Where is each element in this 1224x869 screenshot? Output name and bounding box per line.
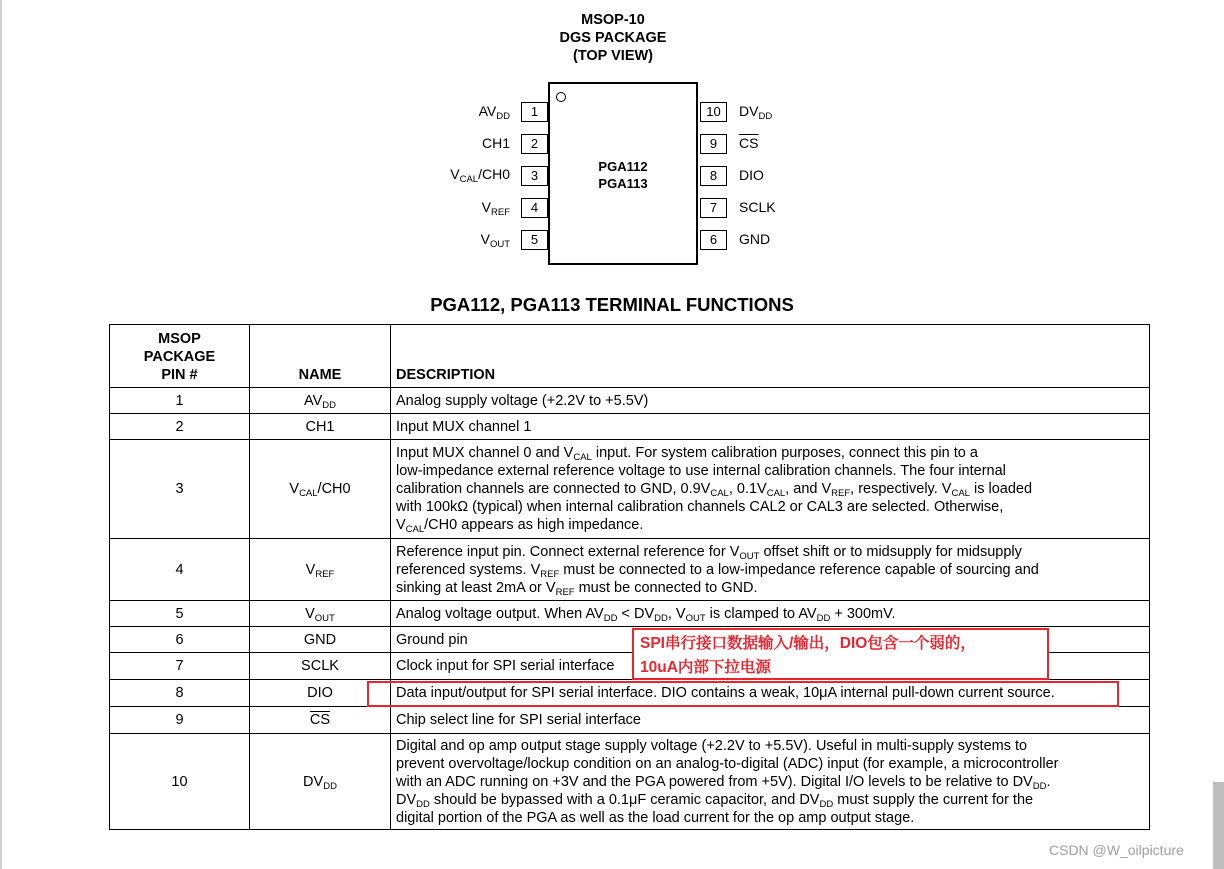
watermark: CSDN @W_oilpicture — [1049, 842, 1184, 858]
package-title — [513, 11, 713, 65]
header-name: NAME — [250, 325, 391, 388]
pin-name — [739, 167, 764, 183]
name-cell: SCLK — [250, 653, 391, 680]
pin-cell: 2 — [110, 414, 250, 440]
table-row — [110, 734, 1150, 830]
desc-sub: DD — [416, 798, 430, 810]
desc-text: + 300mV. — [830, 605, 896, 622]
desc-text: sinking at least 2mA or V — [396, 579, 556, 596]
pin-number-box: 5 — [521, 230, 548, 250]
description-cell: Analog supply voltage (+2.2V to +5.5V) — [391, 388, 1150, 414]
pin-name-sub: CAL — [459, 174, 479, 185]
desc-text: , V — [667, 605, 686, 622]
description-cell — [391, 734, 1150, 830]
pin-name-main: DV — [739, 103, 759, 119]
desc-text: V — [396, 517, 406, 533]
pin-name — [739, 231, 770, 247]
description-cell — [391, 440, 1150, 539]
name-cell — [250, 539, 391, 601]
pin-name — [450, 166, 510, 185]
pin-name-main: SCLK — [739, 199, 776, 215]
header-pin-line: PACKAGE — [143, 349, 216, 365]
desc-sub: DD — [819, 798, 834, 810]
pin-name-sub: OUT — [489, 239, 510, 250]
desc-text: /CH0 appears as high impedance. — [424, 517, 644, 533]
header-pin-line: MSOP — [158, 331, 201, 347]
desc-line — [396, 516, 1144, 534]
desc-text: DV — [396, 791, 417, 808]
name-tail: /CH0 — [317, 481, 351, 497]
desc-line — [396, 480, 1144, 498]
name-main: V — [289, 481, 300, 497]
desc-sub: CAL — [951, 488, 970, 499]
pin-name-main: V — [481, 199, 491, 215]
annotation-line: 10uA内部下拉电源 — [640, 659, 771, 676]
name-cell — [250, 734, 391, 830]
name-cell: DIO — [250, 680, 391, 707]
desc-line — [396, 773, 1144, 791]
pin-name-main: $\overline{CS}$ — [739, 135, 759, 151]
chip-label — [550, 158, 696, 192]
desc-text: Input MUX channel 0 and V — [396, 445, 574, 461]
pin-number-box: 1 — [521, 102, 548, 122]
pin-name — [478, 103, 510, 122]
name-main: V — [305, 605, 315, 622]
header-pin-line: PIN # — [161, 367, 198, 383]
package-title-line: MSOP-10 — [581, 12, 645, 28]
desc-sub: DD — [1032, 780, 1047, 792]
desc-sub: CAL — [405, 524, 425, 535]
pin-name-tail: /CH0 — [478, 166, 510, 182]
desc-line — [396, 543, 1144, 561]
desc-text: , respectively. V — [850, 481, 952, 497]
name-sub: CAL — [299, 488, 318, 499]
name-main: AV — [303, 392, 323, 409]
desc-text: offset shift or to midsupply for midsupply — [759, 543, 1022, 560]
pin-name — [739, 135, 758, 151]
desc-text: , and V — [785, 481, 832, 497]
desc-text: should be bypassed with a 0.1μF ceramic capacitor, and DV — [429, 791, 820, 808]
pin-name — [739, 199, 776, 215]
desc-text: is clamped to AV — [705, 605, 817, 622]
name-cell — [250, 601, 391, 627]
table-row — [110, 388, 1150, 414]
pin-number-box: 6 — [700, 230, 727, 250]
desc-text: with an ADC running on +3V and the PGA powered from +5V). Digital I/O levels to be relative to DV — [396, 773, 1033, 790]
table-row — [110, 539, 1150, 601]
description-cell: Clock input for SPI serial interface — [391, 653, 1150, 680]
description-cell: Ground pin — [391, 627, 1150, 653]
desc-text: Analog voltage output. When AV — [396, 605, 604, 622]
pin-number-box: 3 — [521, 166, 548, 186]
desc-sub: REF — [831, 488, 851, 499]
pin-name-main: V — [450, 166, 460, 182]
package-title-line: DGS PACKAGE — [559, 30, 667, 46]
name-cell: CH1 — [250, 414, 391, 440]
pin-cell: 8 — [110, 680, 250, 707]
desc-text: referenced systems. V — [396, 561, 541, 578]
pin-name — [739, 103, 773, 122]
desc-text: must be connected to a low-impedance reference capable of sourcing and — [559, 561, 1039, 578]
desc-sub: DD — [816, 612, 831, 624]
desc-text: is loaded — [969, 481, 1033, 497]
name-main: V — [305, 561, 316, 578]
table-row — [110, 707, 1150, 734]
header-description: DESCRIPTION — [391, 325, 1150, 388]
pin1-marker-icon — [556, 92, 566, 102]
name-sub: DD — [323, 780, 337, 792]
pin-number-box: 10 — [700, 102, 727, 122]
name-sub: DD — [322, 399, 336, 411]
pin-cell: 7 — [110, 653, 250, 680]
pin-cell: 6 — [110, 627, 250, 653]
highlight-box — [367, 681, 1119, 707]
pin-number-box: 9 — [700, 134, 727, 154]
pin-cell: 5 — [110, 601, 250, 627]
annotation-line: SPI串行接口数据输入/输出，DIO包含一个弱的， — [640, 635, 976, 652]
pin-name-sub: REF — [491, 207, 510, 218]
desc-line — [396, 579, 1144, 597]
pin-name — [481, 199, 510, 218]
desc-sub: REF — [540, 568, 560, 580]
desc-sub: OUT — [685, 612, 706, 624]
table-row — [110, 440, 1150, 539]
desc-line: low-impedance external reference voltage to use internal calibration channels. The four internal — [396, 463, 1006, 479]
table-row — [110, 414, 1150, 440]
desc-text: . — [1046, 773, 1051, 790]
pin-name — [480, 231, 510, 250]
pin-name-main: CH1 — [481, 135, 510, 151]
pin-number-box: 7 — [700, 198, 727, 218]
name-cell: GND — [250, 627, 391, 653]
pin-name-sub: DD — [496, 111, 510, 122]
description-cell: Data input/output for SPI serial interface. DIO contains a weak, 10μA internal pull-down current source. — [391, 680, 1150, 707]
header-pin — [110, 325, 250, 388]
chip-part-name: PGA112 — [598, 159, 648, 174]
pin-cell: 4 — [110, 539, 250, 601]
name-main: $\overline{CS}$ — [309, 712, 331, 728]
scrollbar-thumb[interactable] — [1213, 782, 1224, 869]
pin-number-box: 8 — [700, 166, 727, 186]
desc-sub: REF — [555, 586, 575, 598]
name-sub: REF — [315, 568, 335, 580]
desc-line — [396, 791, 1144, 809]
desc-line: with 100kΩ (typical) when internal calibration channels CAL2 or CAL3 are selected. Otherwise, — [396, 499, 1004, 515]
desc-sub: OUT — [739, 550, 760, 562]
desc-line: digital portion of the PGA as well as the load current for the op amp output stage. — [396, 809, 915, 826]
pin-cell: 3 — [110, 440, 250, 539]
desc-line — [396, 444, 1144, 462]
desc-text: must be connected to GND. — [574, 579, 758, 596]
desc-text: must supply the current for the — [833, 791, 1034, 808]
package-title-line: (TOP VIEW) — [572, 48, 654, 64]
desc-text: Reference input pin. Connect external reference for V — [396, 543, 740, 560]
desc-sub: DD — [603, 612, 618, 624]
chip-body — [548, 82, 698, 265]
pin-name-main: V — [480, 231, 490, 247]
desc-text: < DV — [617, 605, 655, 622]
desc-text: input. For system calibration purposes, connect this pin to a — [591, 445, 978, 461]
name-cell — [250, 440, 391, 539]
description-cell — [391, 539, 1150, 601]
description-cell: Chip select line for SPI serial interface — [391, 707, 1150, 734]
name-cell — [250, 707, 391, 734]
name-cell — [250, 388, 391, 414]
table-header-row — [110, 325, 1150, 388]
name-main: DV — [303, 773, 324, 790]
pin-name-main: GND — [739, 231, 771, 247]
pin-number-box: 4 — [521, 198, 548, 218]
terminal-functions-table — [109, 324, 1150, 830]
desc-text: calibration channels are connected to GND, 0.9V — [396, 481, 711, 497]
pin-name — [482, 135, 510, 151]
pin-cell: 10 — [110, 734, 250, 830]
desc-sub: DD — [654, 612, 668, 624]
pin-name-sub: DD — [758, 111, 773, 122]
table-title: PGA112, PGA113 TERMINAL FUNCTIONS — [430, 294, 794, 315]
name-sub: OUT — [314, 612, 335, 624]
pin-number-box: 2 — [521, 134, 548, 154]
description-cell: Input MUX channel 1 — [391, 414, 1150, 440]
page-left-edge — [0, 0, 2, 869]
chip-part-name: PGA113 — [598, 176, 648, 191]
desc-line — [396, 561, 1144, 579]
desc-sub: CAL — [766, 488, 786, 499]
pin-name-main: DIO — [739, 167, 764, 183]
desc-line: Digital and op amp output stage supply voltage (+2.2V to +5.5V). Useful in multi-supply systems to — [396, 737, 1028, 754]
desc-text: , 0.1V — [728, 481, 767, 497]
annotation-note — [632, 628, 1049, 680]
description-cell — [391, 601, 1150, 627]
pin-cell: 9 — [110, 707, 250, 734]
pin-cell: 1 — [110, 388, 250, 414]
table-row — [110, 601, 1150, 627]
desc-line: prevent overvoltage/lockup condition on an analog-to-digital (ADC) input (for example, a microcontroller — [396, 755, 1059, 772]
desc-sub: CAL — [573, 452, 592, 463]
desc-sub: CAL — [710, 488, 729, 499]
pin-name-main: AV — [478, 103, 497, 119]
